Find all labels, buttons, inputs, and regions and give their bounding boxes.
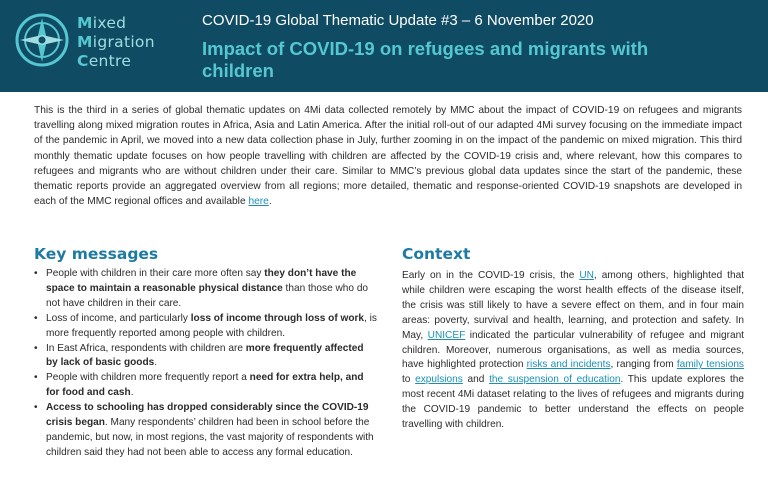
list-item: • People with children more frequently report a need for extra help, and for food and cash.: [34, 372, 364, 399]
list-item: • Loss of income, and particularly loss of income through loss of work, is more frequently reported among people with children.: [34, 312, 377, 339]
logo-line: Centre: [77, 52, 132, 70]
here-link[interactable]: here: [248, 196, 269, 208]
list-item: • People with children in their care more often say they don’t have the space to maintain a reasonable physical distance than those who do not have children in their care.: [34, 268, 369, 309]
suspension-education-link[interactable]: the suspension of education: [489, 374, 621, 386]
header-banner: [0, 0, 768, 92]
risks-incidents-link[interactable]: risks and incidents: [526, 359, 611, 371]
key-messages-heading: Key messages: [34, 245, 159, 263]
compass-icon: [14, 12, 70, 68]
bullet-icon: •: [34, 402, 38, 414]
key-messages-list: [34, 267, 378, 461]
key-messages-section: [34, 245, 378, 461]
expulsions-link[interactable]: expulsions: [415, 374, 463, 386]
family-tensions-link[interactable]: family tensions: [676, 359, 744, 371]
bullet-icon: •: [34, 342, 38, 354]
intro-paragraph: [34, 103, 742, 209]
list-item: • Access to schooling has dropped considerably since the COVID-19 crisis began. Many respondents’ children had been in school before the pandemic, but now, in most regions, the vast majority of respondents with children said they had not been able to access any formal education.: [34, 402, 374, 458]
context-section: [402, 245, 744, 433]
intro-text: This is the third in a series of global thematic updates on 4Mi data collected remotely by MMC about the impact of COVID-19 on refugees and migrants travelling along mixed migration routes in Africa, Asia and Latin America. After the initial roll-out of our adapted 4Mi survey focusing on the immediate impact of the pandemic in April, we moved into a new data collection phase in July, further zooming in on the impact of the pandemic on mixed migration. This third monthly thematic update focuses on how people travelling with children are affected by the COVID-19 crisis and, where relevant, how this compares to refugees and migrants who are without children under their care. Similar to MMC’s previous global data updates since the start of the pandemic, these thematic reports provide an aggregated overview from all regions; more detailed, thematic and response-oriented COVID-19 snapshots are developed in each of the MMC regional offices and available: [34, 105, 742, 208]
bullet-icon: •: [34, 372, 38, 384]
context-heading: Context: [402, 245, 471, 263]
logo-line: Mixed: [77, 14, 127, 32]
list-item: • In East Africa, respondents with children are more frequently affected by lack of basic goods.: [34, 342, 364, 369]
unicef-link[interactable]: UNICEF: [427, 329, 466, 341]
page-title: Impact of COVID-19 on refugees and migrants with children: [202, 38, 649, 81]
bullet-icon: •: [34, 312, 38, 324]
mmc-logo[interactable]: [14, 10, 174, 82]
update-subtitle: COVID-19 Global Thematic Update #3 – 6 November 2020: [202, 12, 594, 29]
intro-end: .: [268, 196, 272, 208]
bullet-icon: •: [34, 268, 38, 279]
context-paragraph: Early on in the COVID-19 crisis, the UN, among others, highlighted that while children were escaping the worst health effects of the disease itself, the crisis was still likely to have a severe effect on them, and in four main areas: poverty, survival and health, learning, and protection and safety. In May, UNICEF indicated the particular vulnerability of refugee and migrant children. Moreover, numerous organisations, as well as media sources, have highlighted protection risks and incidents, ranging from family tensions to expulsions and the suspension of education. This update explores the most recent 4Mi dataset relating to the lives of refugees and migrants during the COVID-19 pandemic to better understand the effects on people travelling with children.: [402, 270, 745, 431]
un-link[interactable]: UN: [579, 270, 594, 281]
logo-wordmark: [77, 14, 155, 71]
logo-line: Migration: [77, 33, 155, 51]
